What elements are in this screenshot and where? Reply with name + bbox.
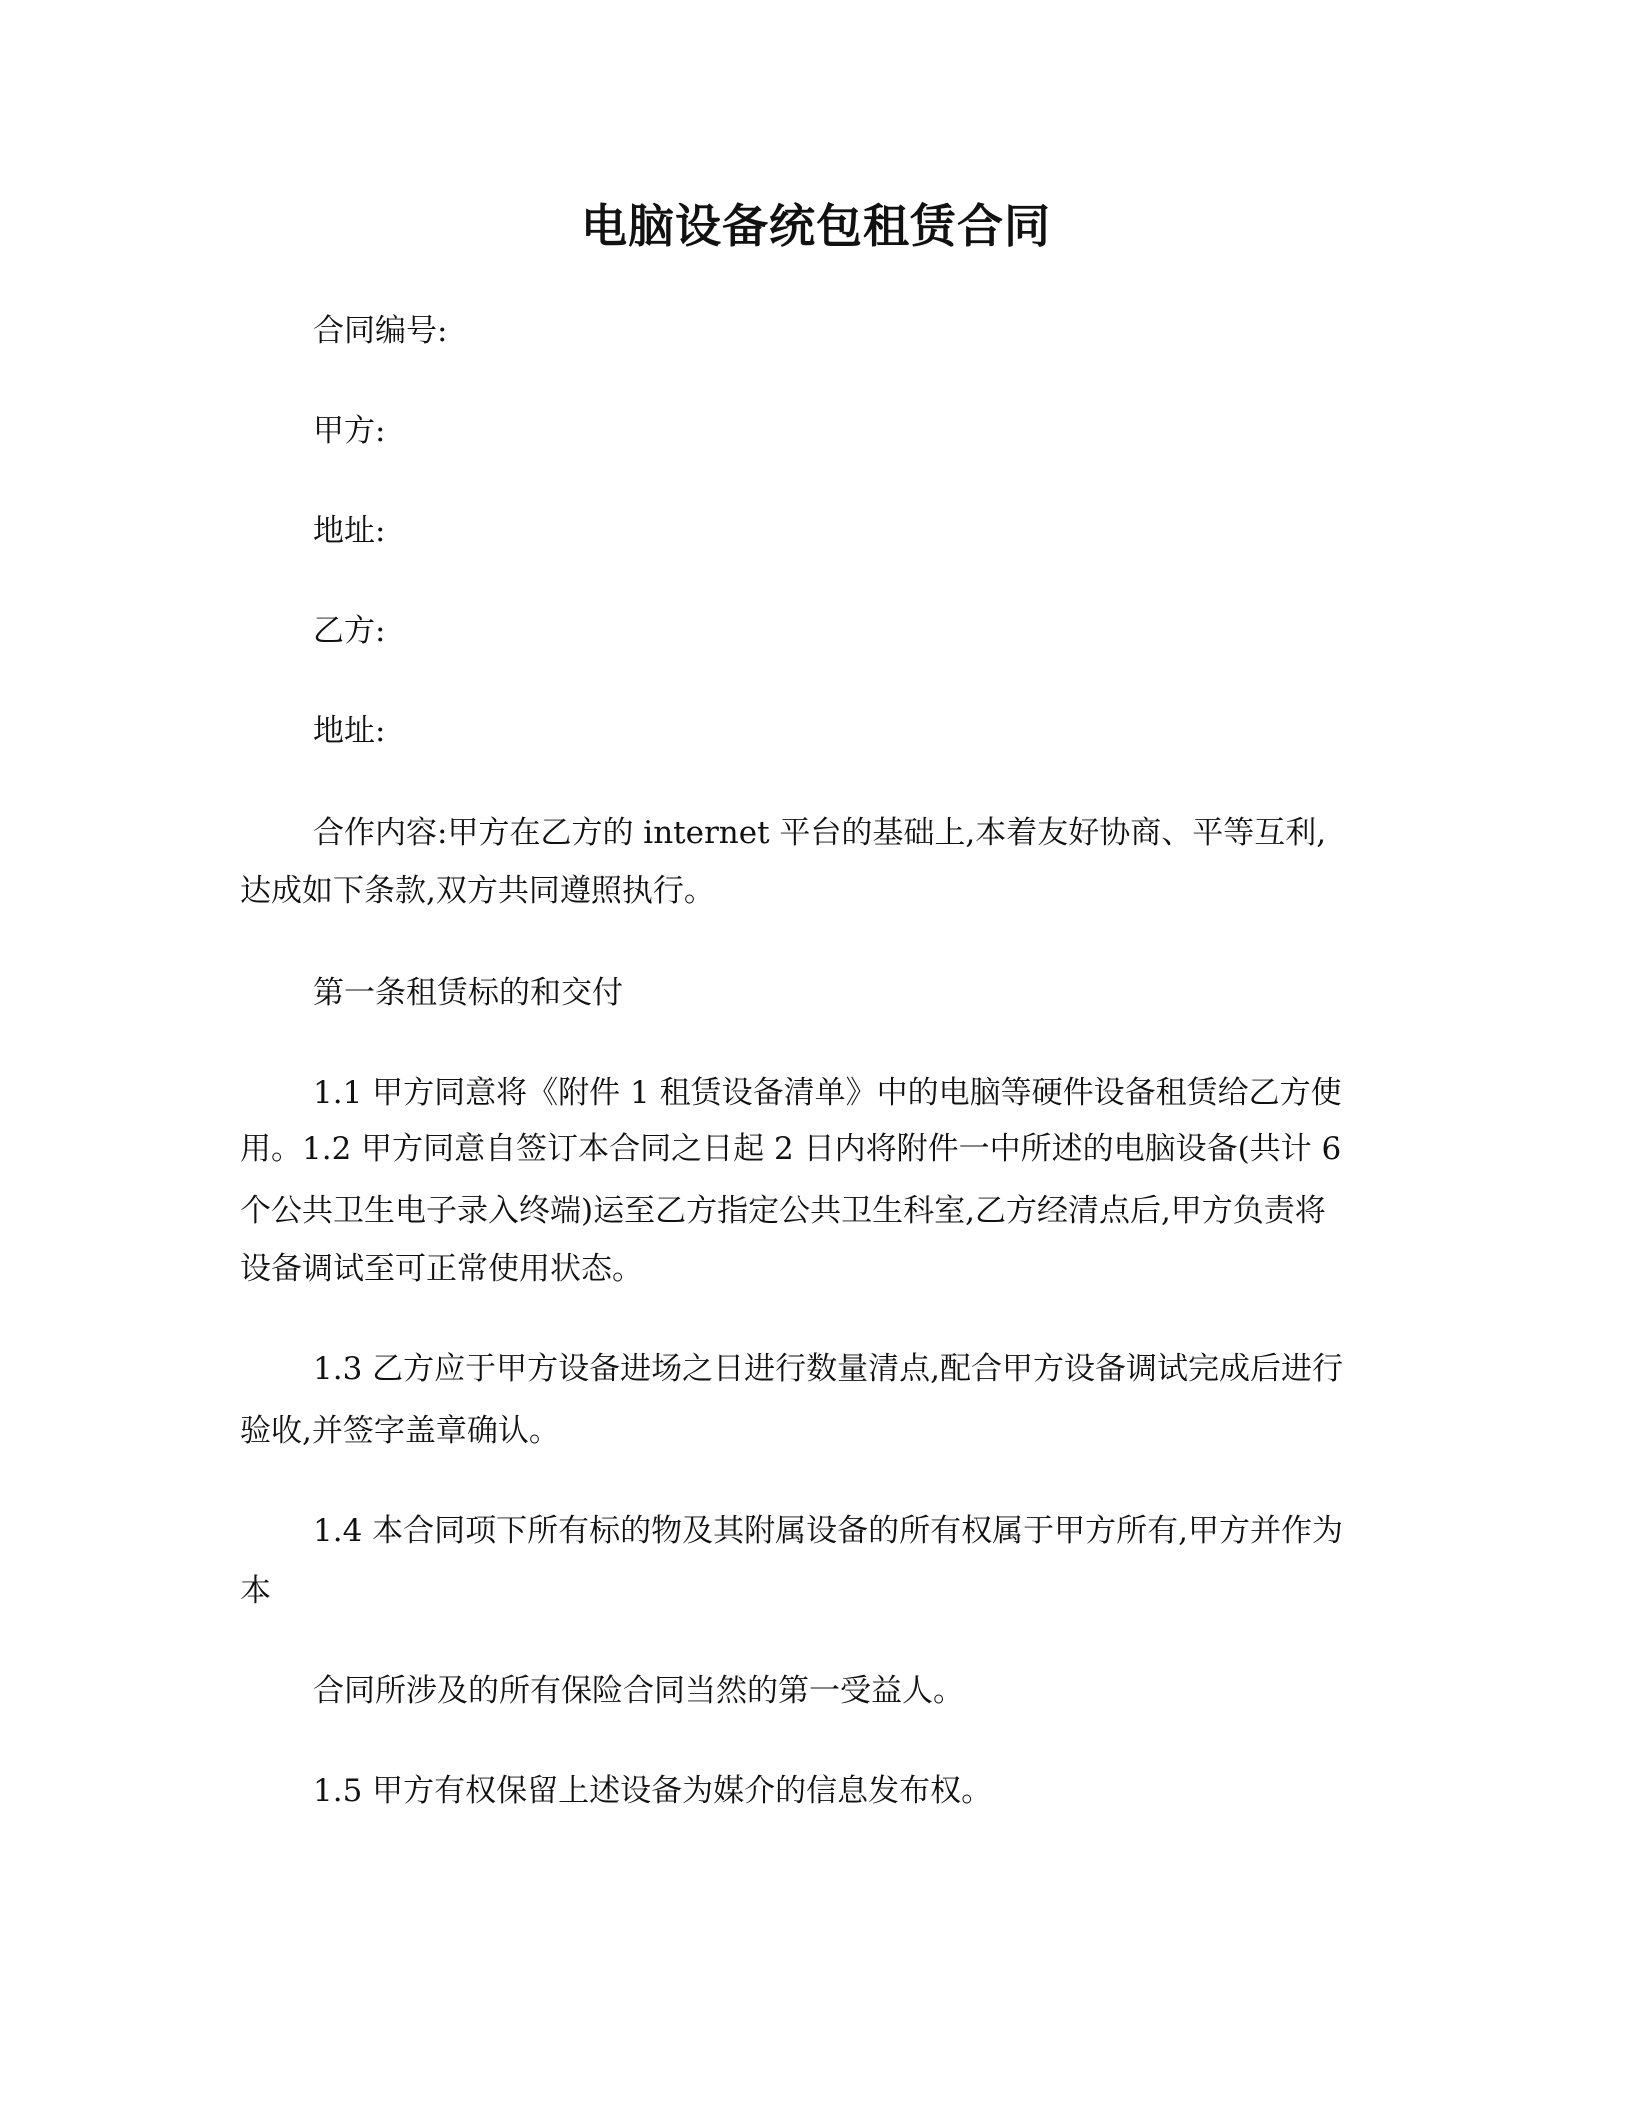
intro-line: 达成如下条款,双方共同遵照执行。	[240, 873, 715, 909]
clause-1-1-line: 设备调试至可正常使用状态。	[240, 1251, 643, 1287]
intro-line: 合作内容:甲方在乙方的 internet 平台的基础上,本着友好协商、平等互利,	[313, 815, 1327, 851]
party-b-address-label: 地址:	[313, 713, 386, 749]
party-a-address-label: 地址:	[313, 513, 386, 549]
party-a-label: 甲方:	[313, 413, 386, 449]
clause-1-1-line: 个公共卫生电子录入终端)运至乙方指定公共卫生科室,乙方经清点后,甲方负责将	[240, 1193, 1326, 1229]
party-b-label: 乙方:	[313, 613, 386, 649]
clause-1-1-line: 用。1.2 甲方同意自签订本合同之日起 2 日内将附件一中所述的电脑设备(共计 6	[240, 1131, 1342, 1167]
clause-1-4-line: 合同所涉及的所有保险合同当然的第一受益人。	[313, 1673, 964, 1709]
clause-1-5: 1.5 甲方有权保留上述设备为媒介的信息发布权。	[313, 1773, 993, 1809]
document-title: 电脑设备统包租赁合同	[581, 199, 1051, 253]
contract-number-label: 合同编号:	[313, 313, 448, 349]
clause-1-3-line: 1.3 乙方应于甲方设备进场之日进行数量清点,配合甲方设备调试完成后进行	[313, 1351, 1344, 1387]
clause-1-4-line: 1.4 本合同项下所有标的物及其附属设备的所有权属于甲方所有,甲方并作为	[313, 1513, 1344, 1549]
clause-1-1-line: 1.1 甲方同意将《附件 1 租赁设备清单》中的电脑等硬件设备租赁给乙方使	[313, 1075, 1342, 1111]
article-heading: 第一条租赁标的和交付	[313, 975, 623, 1011]
clause-1-3-line: 验收,并签字盖章确认。	[240, 1413, 560, 1449]
clause-1-4-line: 本	[240, 1573, 271, 1609]
